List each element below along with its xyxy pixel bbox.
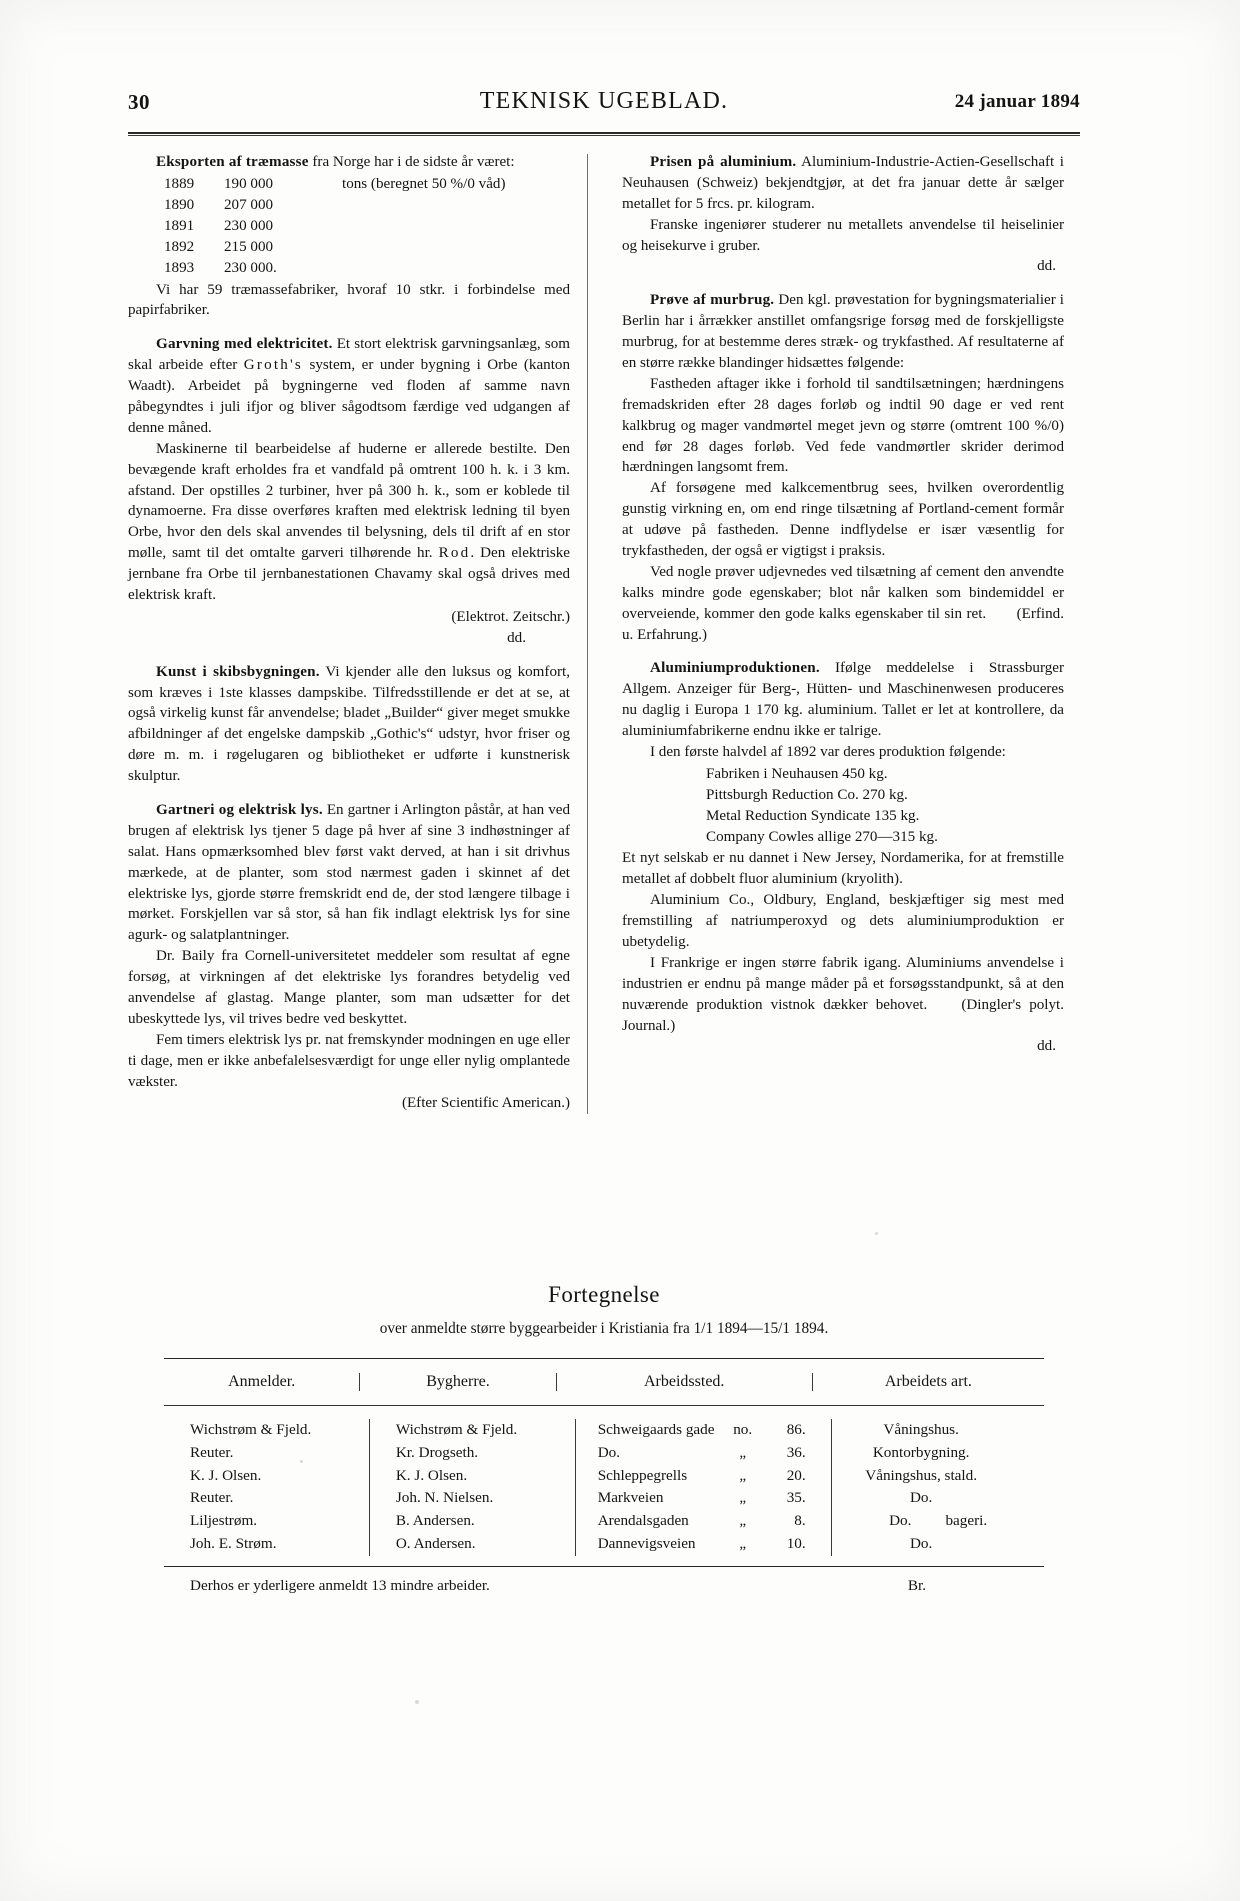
cell-anmelder: Liljestrøm. xyxy=(190,1512,258,1530)
cell-arbeidets-art xyxy=(831,1533,1044,1556)
article-skibsbygningen-heading: Kunst i skibsbygningen. xyxy=(156,663,320,680)
address-street: Schweigaards gade xyxy=(597,1421,715,1438)
fortegnelse-section xyxy=(128,1282,1080,1595)
article-gartneri-text-a: En gartner i Arlington påstår, at han ved brugen af elektrisk lys tjener 5 dage på hver af sine 3 indhøstninger af salat. Hans opmærksomhed blev først vakt derved, at han i sit drivhus mærkede, at de planter, som stod nærmest gaden i skinnet af det elektriske lys, gjorde større fremskridt end de, der stod længere tilbage i mørket. Forskjellen var så stor, så han fik indlagt elektrisk lys for sine agurk- og salatplantninger. xyxy=(128,802,570,944)
article-murbrug-para-d xyxy=(622,562,1064,646)
article-aluminiumpris-para-b: Franske ingeniører studerer nu metallets anvendelse til heiselinier og heisekurve i gruber. xyxy=(622,216,1064,254)
export-year: 1889 xyxy=(164,175,195,192)
address-line xyxy=(598,1465,832,1488)
article-traemasse xyxy=(128,152,570,321)
address-number: 8. xyxy=(794,1512,806,1530)
cell-arbeidssted xyxy=(575,1419,832,1442)
article-garvning-source-dd: dd. xyxy=(507,629,526,646)
export-value: 215 000 xyxy=(224,239,274,256)
address-street: Dannevigsveien xyxy=(597,1534,696,1552)
footnote-text: Derhos er yderligere anmeldt 13 mindre arbeider. xyxy=(190,1576,490,1594)
list-item xyxy=(128,258,570,279)
masthead xyxy=(128,88,1080,128)
scan-speck xyxy=(875,1232,878,1235)
cell-anmelder: Joh. E. Strøm. xyxy=(190,1534,277,1552)
export-value: 190 000 xyxy=(224,175,274,192)
list-item xyxy=(128,195,570,216)
column-header-bygherre: Bygherre. xyxy=(359,1373,555,1391)
body-columns xyxy=(128,152,1080,1114)
table-row xyxy=(164,1442,1044,1465)
table-row xyxy=(164,1487,1044,1510)
article-gartneri-source: (Efter Scientific American.) xyxy=(401,1095,570,1112)
table-body xyxy=(164,1406,1044,1566)
work-type: Do. xyxy=(889,1512,912,1530)
address-line xyxy=(598,1510,832,1533)
work-type-extra: bageri. xyxy=(945,1512,988,1530)
article-murbrug xyxy=(622,290,1064,645)
cell-arbeidssted xyxy=(575,1442,832,1465)
article-murbrug-text-d: Ved nogle prøver udjevnedes ved tilsætning af cement den anvendte kalks mindre gode egenskaber; blot når kalken som bindemiddel er overveiende, kommer den gode kalks egenskaber til sin ret. xyxy=(622,563,1064,622)
export-year: 1891 xyxy=(164,218,195,235)
scan-speck xyxy=(415,1700,419,1704)
work-type: Våningshus, stald. xyxy=(865,1466,978,1484)
table-footnote xyxy=(164,1577,1044,1595)
list-item: Pittsburgh Reduction Co. 270 kg. xyxy=(706,787,908,804)
article-skibsbygningen-para xyxy=(128,662,570,787)
export-value: 230 000. xyxy=(224,260,277,277)
work-type: Kontorbygning. xyxy=(872,1443,970,1461)
cell-arbeidssted xyxy=(575,1533,832,1556)
article-aluminiumproduktion-source-dd: dd. xyxy=(1037,1038,1056,1055)
cell-arbeidets-art xyxy=(831,1442,1044,1465)
article-garvning-text-d: . Den elektriske jernbane fra Orbe til jernbanestationen Chavamy skal også drives med elektrisk kraft. xyxy=(128,545,571,603)
article-gartneri xyxy=(128,800,570,1114)
address-line xyxy=(598,1533,832,1556)
export-note: tons (beregnet 50 %/0 våd) xyxy=(342,175,506,192)
article-garvning-heading: Garvning med elektricitet. xyxy=(156,336,333,353)
cell-arbeidssted xyxy=(575,1487,832,1510)
article-aluminiumpris-text-a: Aluminium-Industrie-Actien-Gesellschaft i Neuhausen (Schweiz) bekjendtgjør, at det fra januar dette år sælger metallet for 5 frcs. pr. kilogram. xyxy=(622,154,1064,212)
list-item xyxy=(128,216,570,237)
table-row xyxy=(164,1419,1044,1442)
address-line xyxy=(598,1442,832,1465)
cell-bygherre: O. Andersen. xyxy=(369,1533,575,1556)
article-skibsbygningen-text: Vi kjender alle den luksus og komfort, som kræves i 1ste klasses dampskibe. Tilfredsstillende er det at se, at også virkelig kunst får anvendelse; bladet „Builder“ giver meget smukke afbildninger af det engelske dampskib „Gothic's“ udstyr, hvor friser og døre m. m. i røgelugaren og bibliotheket er udførte i kunstnerisk skulptur. xyxy=(128,663,570,785)
export-figures-list xyxy=(128,174,570,280)
article-garvning-text-a: Et stort elektrisk garvningsanlæg, som skal arbeide efter xyxy=(128,336,570,374)
cell-bygherre: Kr. Drogseth. xyxy=(369,1442,575,1465)
article-gartneri-para-a xyxy=(128,800,570,946)
article-garvning-text-b: system, er under bygning i Orbe (kanton Waadt). Arbeidet på bygningerne ved floden af samme navn påbegyndtes i juli ifjor og bliver sågodtsom færdige ved udgangen af denne måned. xyxy=(128,357,571,436)
export-year: 1892 xyxy=(164,239,195,256)
factory-production-list xyxy=(622,764,1064,849)
cell-arbeidets-art xyxy=(831,1487,1044,1510)
cell-anmelder: Wichstrøm & Fjeld. xyxy=(190,1421,312,1438)
article-aluminiumproduktion xyxy=(622,658,1064,1057)
article-aluminiumproduktion-para-a xyxy=(622,658,1064,742)
article-garvning-rod: Rod xyxy=(438,545,471,562)
table-row xyxy=(164,1465,1044,1488)
page-content xyxy=(128,88,1080,1114)
article-garvning-text-c: Maskinerne til bearbeidelse af huderne er allerede bestilte. Den bevægende kraft erholdes fra et vandfald på omtrent 100 h. k. i 3 km. afstand. Der opstilles 2 turbiner, hver på 300 h. k., som er koblede til dynamoerne. Fra disse overføres kraften med elektrisk ledning til byen Orbe, hvor den dels skal anvendes til belysning, dels til drift af en stor mølle, samt til det omtalte garveri tilhørende hr. xyxy=(128,440,570,562)
article-traemasse-intro-text: fra Norge har i de sidste år været: xyxy=(308,154,515,170)
article-aluminiumproduktion-heading: Aluminiumproduktionen. xyxy=(650,660,820,677)
list-item xyxy=(128,174,570,195)
article-aluminiumpris xyxy=(622,152,1064,277)
address-number: 86. xyxy=(786,1421,806,1438)
scan-speck xyxy=(300,1460,303,1463)
article-aluminiumpris-heading: Prisen på aluminium. xyxy=(650,154,797,170)
address-number: 36. xyxy=(786,1443,806,1461)
address-street: Schleppegrells xyxy=(597,1466,688,1484)
article-aluminiumproduktion-text-a: Ifølge meddelelse i Strassburger Allgem. Anzeiger für Berg-, Hütten- und Maschinenwesen produceres nu daglig i Europa 1 170 kg. aluminium. Tallet er let at kontrollere, da aluminiumfabrikerne endnu ikke er talrige. xyxy=(622,660,1064,740)
footnote-signature: Br. xyxy=(907,1576,926,1594)
cell-anmelder: Reuter. xyxy=(190,1443,234,1461)
export-value: 207 000 xyxy=(224,197,274,214)
address-ditto: no. xyxy=(733,1421,753,1438)
article-aluminiumpris-para-a xyxy=(622,152,1064,215)
cell-anmelder: K. J. Olsen. xyxy=(190,1466,262,1484)
address-ditto: „ xyxy=(739,1443,747,1461)
right-column xyxy=(588,152,1064,1114)
article-aluminiumproduktion-text-e: I Frankrige er ingen større fabrik igang. Aluminiums anvendelse i industrien er endnu på mange måder på et forsøgsstandpunkt, så at den nuværende produktion vistnok dækker behovet. xyxy=(622,954,1064,1013)
article-murbrug-source: (Erfind. u. Erfahrung.) xyxy=(622,605,1064,643)
cell-arbeidets-art xyxy=(831,1465,1044,1488)
article-murbrug-text-a: Den kgl. prøvestation for bygningsmaterialier i Berlin har i årrækker anstillet omfangsrige forsøg med de forskjelligste murbrug, for at bestemme deres stræk- og trykfasthed. Af resultaterne af en større række blandinger hidsættes følgende: xyxy=(622,292,1064,372)
cell-anmelder: Reuter. xyxy=(190,1489,234,1507)
article-garvning xyxy=(128,334,570,648)
article-murbrug-para-b: Fastheden aftager ikke i forhold til sandtilsætningen; hærdningens fremadskriden efter 28 dages forløb og indtil 90 dage er ved rent kalkbrug og mager vandmørtel meget jevn og større (omtrent 100 %/0) end før 28 dages forløb. Ved fede vandmørtler skrider derimod hærdningen langsomt frem. xyxy=(622,375,1064,476)
work-type: Do. xyxy=(909,1489,933,1507)
address-number: 10. xyxy=(786,1534,806,1552)
article-gartneri-para-b: Dr. Baily fra Cornell-universitetet meddeler som resultat af egne forsøg, at virkningen af det elektriske lys forandres betydelig ved anvendelse af glastag. Mange planter, som man udsætter for det ubeskyttede lys, vil trives bedre ved beskyttet. xyxy=(128,948,570,1027)
list-item: Metal Reduction Syndicate 135 kg. xyxy=(706,808,920,825)
article-aluminiumproduktion-para-e xyxy=(622,953,1064,1037)
table-header-row xyxy=(164,1359,1044,1405)
masthead-rule xyxy=(128,132,1080,136)
table-row xyxy=(164,1533,1044,1556)
article-gartneri-heading: Gartneri og elektrisk lys. xyxy=(156,802,323,818)
address-street: Do. xyxy=(597,1443,621,1461)
article-aluminiumproduktion-para-c: Et nyt selskab er nu dannet i New Jersey, Nordamerika, for at fremstille metallet af dobbelt fluor aluminium (kryolith). xyxy=(622,850,1064,888)
article-murbrug-heading: Prøve af murbrug. xyxy=(650,292,775,309)
issue-date: 24 januar 1894 xyxy=(954,91,1080,112)
list-item: Fabriken i Neuhausen 450 kg. xyxy=(706,765,888,782)
address-ditto: „ xyxy=(739,1512,747,1530)
column-header-anmelder: Anmelder. xyxy=(228,1373,296,1390)
article-murbrug-para-a xyxy=(622,290,1064,374)
cell-bygherre: B. Andersen. xyxy=(369,1510,575,1533)
fortegnelse-title: Fortegnelse xyxy=(548,1282,660,1307)
list-item xyxy=(128,237,570,258)
address-street: Arendalsgaden xyxy=(597,1512,689,1530)
address-ditto: „ xyxy=(739,1489,747,1507)
cell-arbeidssted xyxy=(575,1510,832,1533)
address-street: Markveien xyxy=(597,1489,664,1507)
export-year: 1893 xyxy=(164,260,195,277)
address-ditto: „ xyxy=(739,1534,747,1552)
article-aluminiumproduktion-para-d: Aluminium Co., Oldbury, England, beskjæftiger sig mest med fremstilling af natriumperoxyd og dets aluminiumproduktion er ubetydelig. xyxy=(622,892,1064,950)
cell-bygherre: K. J. Olsen. xyxy=(369,1465,575,1488)
cell-arbeidets-art xyxy=(831,1419,1044,1442)
address-number: 20. xyxy=(786,1466,806,1484)
article-aluminiumproduktion-source: (Dingler's polyt. Journal.) xyxy=(622,996,1064,1034)
cell-bygherre: Joh. N. Nielsen. xyxy=(369,1487,575,1510)
work-type: Do. xyxy=(909,1534,933,1552)
article-aluminiumproduktion-para-b: I den første halvdel af 1892 var deres produktion følgende: xyxy=(650,744,1006,761)
article-traemasse-tail: Vi har 59 træmassefabriker, hvoraf 10 stkr. i forbindelse med papirfabriker. xyxy=(128,281,570,319)
export-value: 230 000 xyxy=(224,218,274,235)
address-ditto: „ xyxy=(739,1466,747,1484)
address-number: 35. xyxy=(786,1489,806,1507)
article-traemasse-heading: Eksporten af træmasse xyxy=(156,154,309,170)
table-row xyxy=(164,1510,1044,1533)
article-aluminiumpris-source-dd: dd. xyxy=(1037,258,1056,275)
address-line xyxy=(598,1487,832,1510)
article-garvning-second-para xyxy=(128,439,570,606)
article-gartneri-para-c: Fem timers elektrisk lys pr. nat fremskynder modningen en uge eller ti dage, men er ikke anbefalelsesværdigt for unge eller nylig omplantede vækster. xyxy=(128,1031,570,1090)
work-type: Våningshus. xyxy=(883,1421,959,1438)
left-column xyxy=(128,152,587,1114)
cell-bygherre: Wichstrøm & Fjeld. xyxy=(369,1419,575,1442)
article-traemasse-intro xyxy=(128,152,570,173)
page-number-left: 30 xyxy=(128,90,150,114)
cell-arbeidssted xyxy=(575,1465,832,1488)
table-bottom-rule xyxy=(164,1566,1044,1567)
publication-title xyxy=(128,88,1080,115)
column-header-arbeidssted: Arbeidssted. xyxy=(556,1373,812,1391)
publication-title-text: TEKNISK UGEBLAD. xyxy=(479,88,729,114)
building-register-table xyxy=(164,1358,1044,1567)
article-garvning-groth: Groth's xyxy=(243,357,303,374)
article-murbrug-para-c: Af forsøgene med kalkcementbrug sees, hvilken overordentlig gunstig virkning en, om end ringe tilsætning af Portland-cement formår at udøve på fastheden. Denne indflydelse er især væsentlig for trykfastheden, der også er vigtigst i praksis. xyxy=(622,480,1064,560)
article-skibsbygningen xyxy=(128,662,570,787)
fortegnelse-subtitle: over anmeldte større byggearbeider i Kristiania fra 1/1 1894—15/1 1894. xyxy=(379,1320,829,1337)
export-year: 1890 xyxy=(164,197,195,214)
address-line xyxy=(598,1419,832,1442)
cell-arbeidets-art xyxy=(831,1510,1044,1533)
list-item: Company Cowles allige 270—315 kg. xyxy=(706,829,938,846)
article-garvning-first-para xyxy=(128,334,570,438)
column-header-arbeidets-art: Arbeidets art. xyxy=(812,1373,1044,1391)
article-garvning-source: (Elektrot. Zeitschr.) xyxy=(451,608,570,625)
